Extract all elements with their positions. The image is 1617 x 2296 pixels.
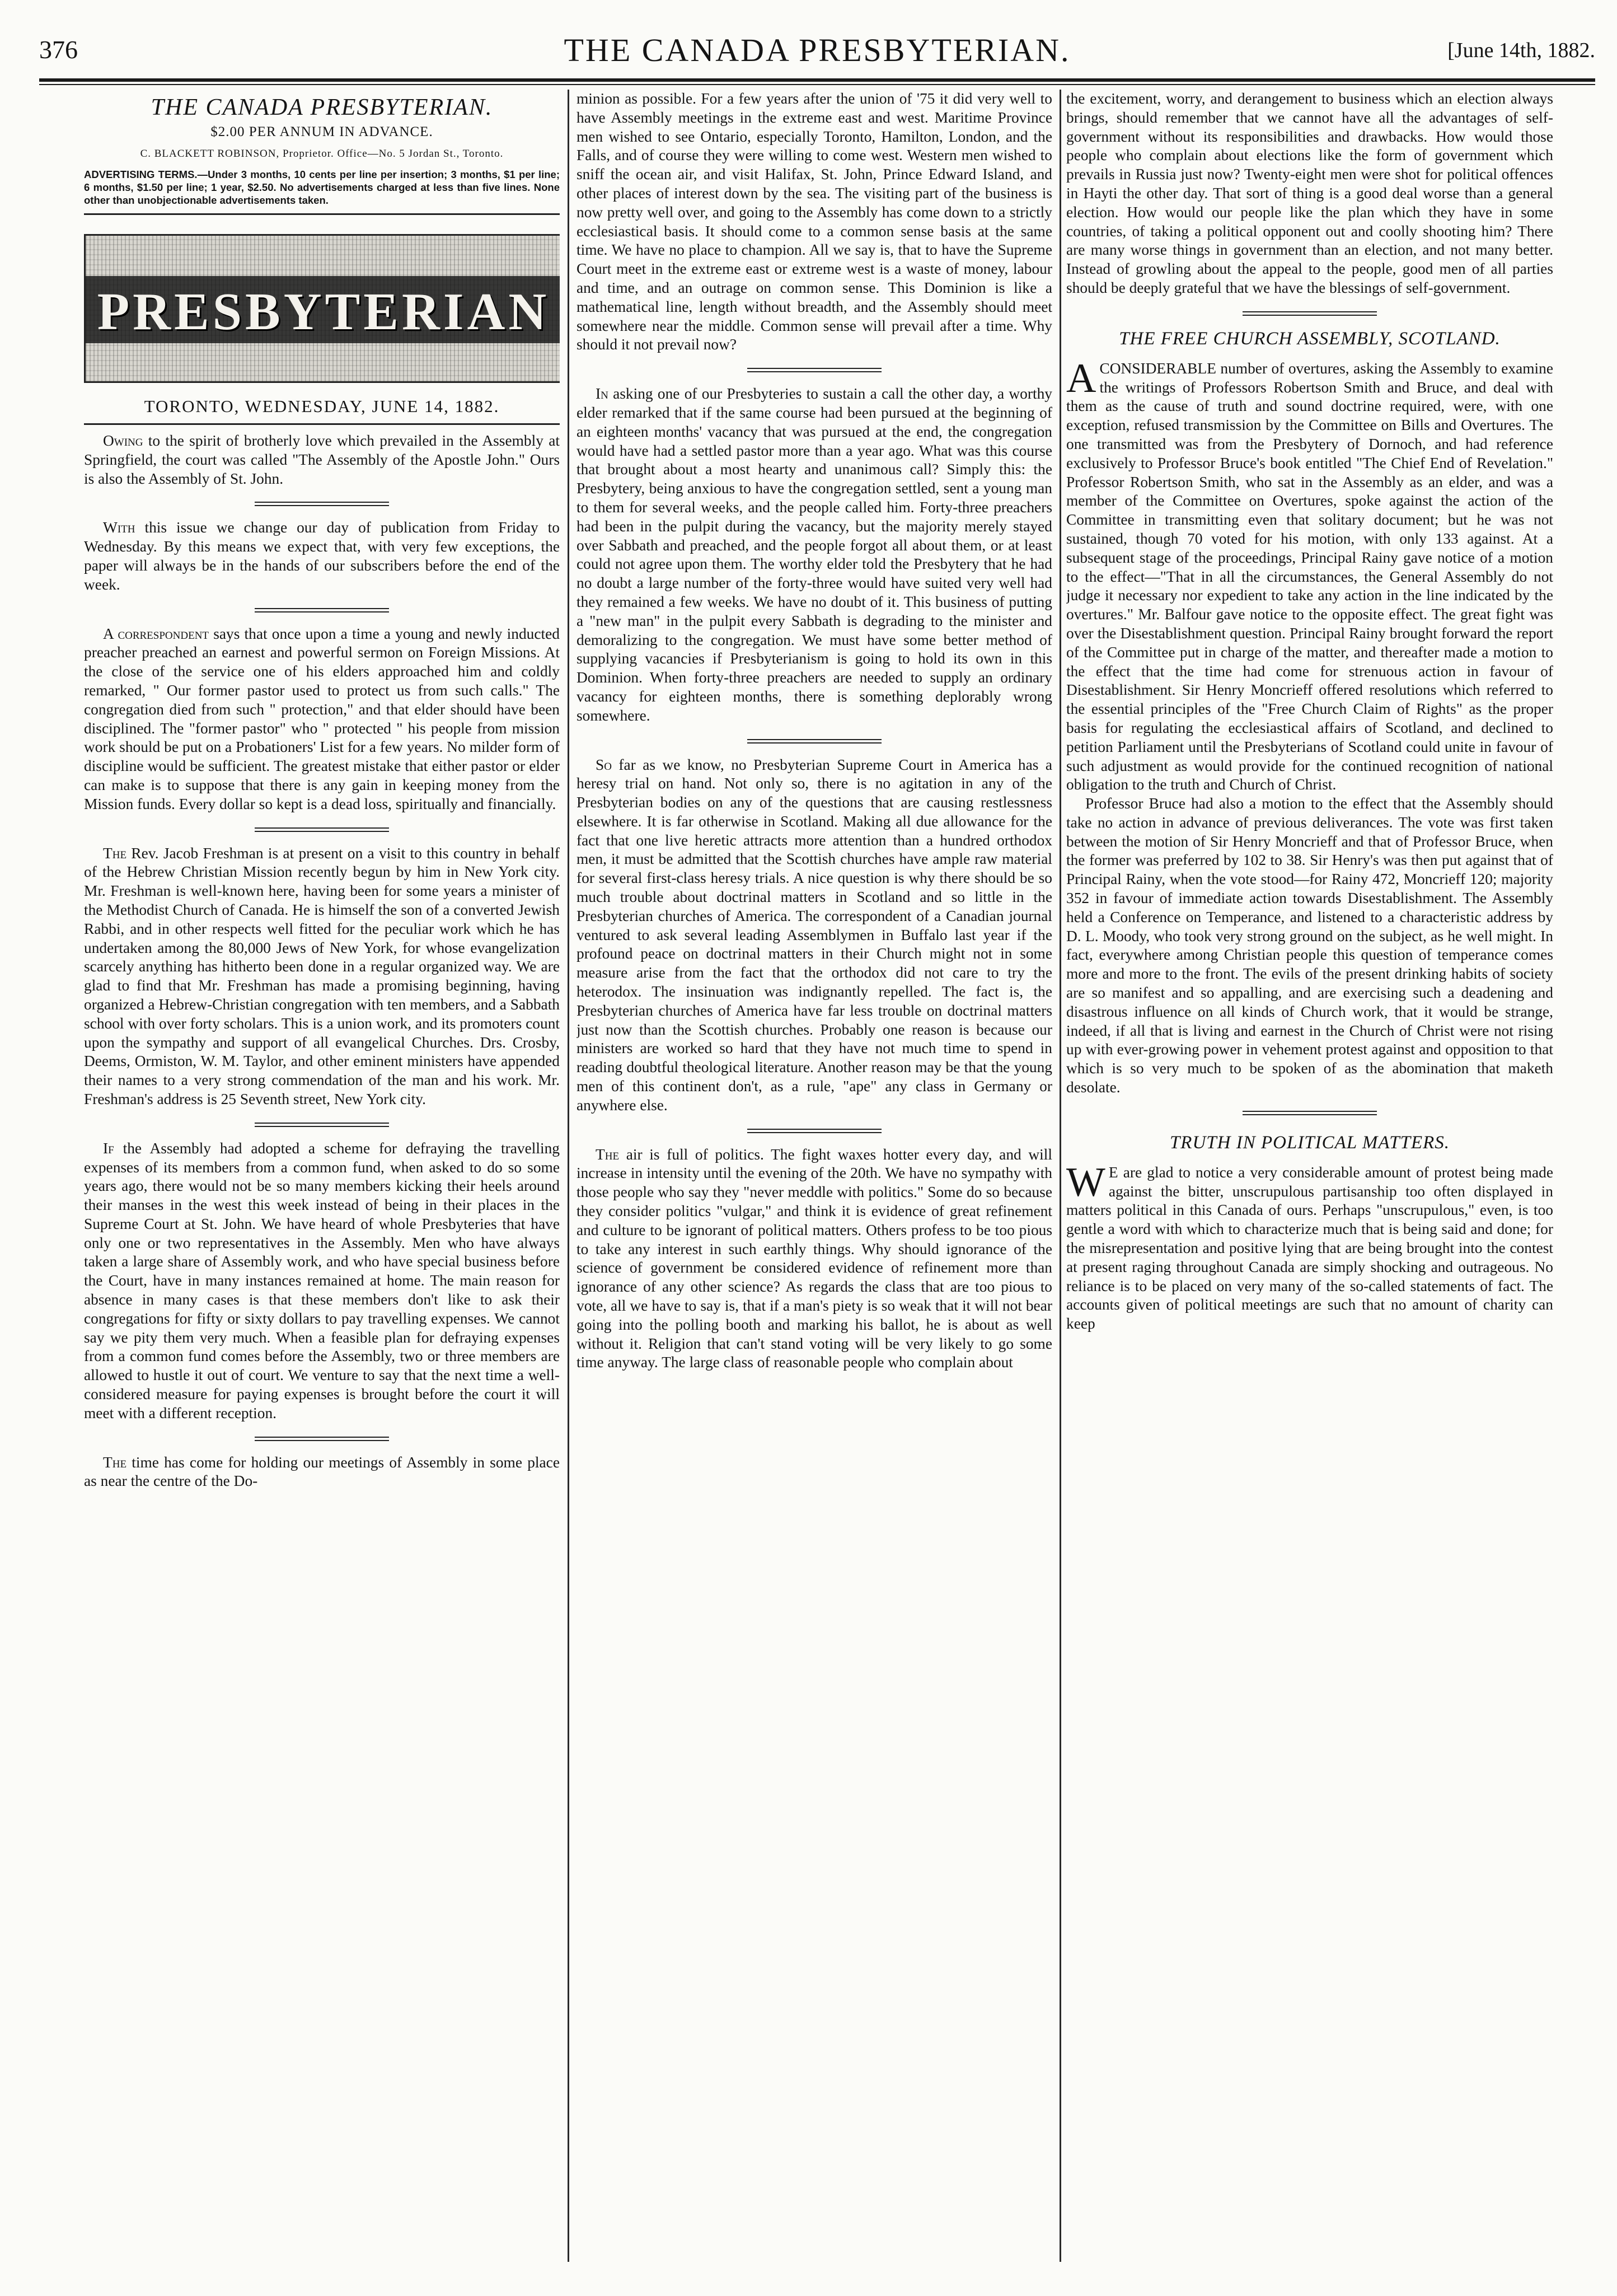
drop-cap: A xyxy=(1066,355,1096,401)
paragraph: A CONSIDERABLE number of overtures, asking the Assembly to examine the writings of Professors Robertson Smith and Bruce, and deal with them as the cause of truth and sound doctrine required, were, with one exception, refused transmission by the Committee on Bills and Overtures. The one transmitted was from the Presbytery of Dornoch, and had reference exclusively to Professor Bruce's book entitled "The Chief End of Revelation." Professor Robertson Smith, who sat in the Assembly as an elder, and was a member of the Committee on Overtures, spoke against the action of the Committee in transmitting even that solitary document; but he was not sustained, though 70 voted for his motion, with only 133 against. At a subsequent stage of the proceedings, Principal Rainy gave notice of a motion to the effect—"That in all the circumstances, the General Assembly do not judge it necessary nor expedient to take any action in the line indicated by the overtures." Mr. Balfour gave notice to the opposite effect. The great fight was over the Disestablishment question. Principal Rainy brought forward the report of the Committee put in charge of the matter, and thereafter made a motion to the effect that the time had come for strenuous action in favour of Disestablishment. Sir Henry Moncrieff offered resolutions which referred to the essential principles of the "Free Church Claim of Rights" as the proper basis for regulating the ecclesiastical affairs of Scotland, and declined to petition Parliament until the Presbyterians of Scotland could unite in favour of such adjustment as would provide for the continued recognition of national obligation to the truth and Church of Christ. xyxy=(1066,355,1553,793)
paragraph: minion as possible. For a few years after the union of '75 it did very well to have Assembly meetings in the extreme east and west. Maritime Province men wished to see Ontario, especially Toronto, Hamilton, London, and the Falls, and of course they were willing to come west. Western men wished to sniff the ocean air, and visit Halifax, St. John, Prince Edward Island, and other places of interest down by the sea. The visiting part of the business is now pretty well over, and going to the Assembly has come down to a strictly ecclesiastical basis. It should come to a common sense basis at the same time. We have no place to champion. All we say is, that to have the Supreme Court meet in the extreme east or extreme west is a waste of money, labour and time, and an outrage on common sense. This Dominion is like a mathematical line, length without breadth, and the Assembly should meet somewhere near the middle. Common sense will prevail after a time. Why should it not prevail now? xyxy=(577,90,1052,353)
paragraph-separator xyxy=(255,1123,389,1127)
paragraph: A correspondent says that once upon a time a young and newly inducted preacher preached an earnest and powerful sermon on Foreign Missions. At the close of the service one of his elders approached him and coldly remarked, " Our former pastor used to protect us from such calls." The congregation died from such " protection," and that elder should have been disciplined. The "former pastor" who " protected " his people from mission work should be put on a Probationers' List for a few years. No milder form of discipline would be sufficient. The greatest mistake that either pastor or elder can make is to suppose that there is any gain in keeping money from the Mission funds. Every dollar so kept is a dead loss, spiritually and financially. xyxy=(84,625,560,812)
divider xyxy=(84,423,560,425)
paragraph: Owing to the spirit of brotherly love which prevailed in the Assembly at Springfield, the court was called "The Assembly of the Apostle John." Ours is also the Assembly of St. John. xyxy=(84,432,560,487)
issue-date: [June 14th, 1882. xyxy=(1447,39,1595,62)
advertising-terms: ADVERTISING TERMS.—Under 3 months, 10 cents per line per insertion; 3 months, $1 per line; 6 months, $1.50 per line; 1 year, $2.50. No advertisements charged at less than five lines. None other than unobjectionable advertisements taken. xyxy=(84,169,560,206)
paragraph: Professor Bruce had also a motion to the effect that the Assembly should take no action in advance of previous deliverances. The vote was first taken between the motion of Sir Henry Moncrieff and that of Professor Bruce, when the former was preferred by 102 to 38. Sir Henry's was then put against that of Principal Rainy, when the vote stood—for Rainy 472, Moncrieff 120; majority 352 in favour of immediate action towards Disestablishment. The Assembly held a Conference on Temperance, and listened to a characteristic address by D. L. Moody, who took very strong ground on the subject, as he well might. In fact, everywhere among Christian people this question of temperance comes more and more to the front. The evils of the present drinking habits of society are so manifest and so appalling, and are exercising such a deadening and disastrous influence on all kinds of Church work, that it would be strange, indeed, if all that is living and earnest in the Church of Christ were not rising up with ever-growing power in vehement protest against and opposition to that which is so very much to be spoken of as the abomination that maketh desolate. xyxy=(1066,795,1553,1096)
paragraph: So far as we know, no Presbyterian Supreme Court in America has a heresy trial on hand. Not only so, there is no agitation in any of the Presbyterian bodies on any of the questions that are causing restlessness elsewhere. It is far otherwise in Scotland. Making all due allowance for the fact that one live heretic attracts more attention than a hundred orthodox men, it must be admitted that the Scottish churches have ample raw material for several first-class heresy trials. A nice question is why there should be so much trouble about doctrinal matters in Scotland and so little in the Presbyterian churches of America. The correspondent of a Canadian journal ventured to ask several leading Assemblymen in Buffalo last year if the profound peace on doctrinal matters in their Church might not in some measure arise from the fact that the orthodox did not care to try the heterodox. The insinuation was indignantly repelled. The fact is, the Presbyterian churches of America have far less trouble on doctrinal matters just now than the Scottish churches. Probably one reason is because our ministers are worked so hard that they have not much time to spend in reading doubtful theological literature. Another reason may be that the young men of this continent don't, as a rule, "ape" any class in Germany or anywhere else. xyxy=(577,756,1052,1114)
paragraph-separator xyxy=(1243,311,1377,316)
masthead xyxy=(39,28,1595,78)
column-left xyxy=(84,90,560,2273)
logo-word: PRESBYTERIAN xyxy=(97,283,550,341)
paper-name: THE CANADA PRESBYTERIAN. xyxy=(564,32,1071,68)
column-right xyxy=(1066,90,1553,2273)
paragraph-separator xyxy=(255,502,389,506)
paragraph: In asking one of our Presbyteries to sustain a call the other day, a worthy elder remarked that if the same course had been pursued at the beginning of an eighteen months' vacancy that was pursued at the end, the congregation would have had a settled pastor more than a year ago. What was this course that brought about a most hearty and unanimous call? Simply this: the Presbytery, being anxious to have the congregation settled, sent a young man to them for several weeks, and the people called him. Forty-three preachers had been in the pulpit during the vacancy, but the majority merely stayed over Sabbath and preached, and the people forgot all about them, or at least could not agree upon them. The worthy elder told the Presbytery that he had no doubt a large number of the forty-three would have suited very well had they remained a few weeks. We have no doubt of it. This business of putting a "new man" in the pulpit every Sabbath is degrading to the minister and demoralizing to the congregation. We must have some better method of supplying vacancies if Presbyterianism is going to hold its own in this Dominion. When forty-three preachers are needed to supply an ordinary vacancy for eighteen months, there is something deplorably wrong somewhere. xyxy=(577,385,1052,724)
subscription-rate: $2.00 PER ANNUM IN ADVANCE. xyxy=(210,124,433,139)
drop-cap: W xyxy=(1066,1159,1105,1205)
paragraph-separator xyxy=(747,368,882,372)
paragraph-separator xyxy=(747,1129,882,1133)
page-number: 376 xyxy=(39,35,78,64)
paragraph: If the Assembly had adopted a scheme for defraying the travelling expenses of its members from a common fund, when asked to do so some years ago, there would not be so many members kicking their heels around their manses in the west this week instead of being in their places in the Supreme Court at St. John. We have heard of whole Presbyteries that have only one or two representatives in the Assembly. Men who have always taken a large share of Assembly work, and who have special business before the Court, have in many instances remained at home. The main reason for absence in many cases is that these members don't like to ask their congregations for fifty or sixty dollars to pay travelling expenses. We cannot say we pity them very much. When a feasible plan for defraying expenses from a common fund comes before the Assembly, two or three members are allowed to hustle it out of court. We venture to say that the next time a well-considered measure for paying expenses is brought before the court it will meet with a different reception. xyxy=(84,1139,560,1421)
column-rule xyxy=(568,90,569,2262)
column-rule xyxy=(1060,90,1061,2262)
column-middle xyxy=(577,90,1052,2273)
paragraph: With this issue we change our day of publication from Friday to Wednesday. By this means we expect that, with very few exceptions, the paper will always be in the hands of our subscribers before the end of the week. xyxy=(84,519,560,593)
paragraph: The time has come for holding our meetings of Assembly in some place as near the centre of the Do- xyxy=(84,1453,560,1490)
paragraph: the excitement, worry, and derangement to business which an election always brings, should remember that we cannot have all the advantages of self-government without its responsibilities and drawbacks. How would those people who complain about elections like the form of government which prevails in Russia just now? Twenty-eight men were shot for political offences in Hayti the other day. That sort of thing is a good deal worse than a general election. How would our people like the plan which they have in some countries, of taking a political opponent out and coolly shooting him? There are many worse things in government than an election, and not many better. Instead of growling about the appeal to the people, good men of all parties should be deeply grateful that we have the blessings of self-government. xyxy=(1066,90,1553,296)
article-heading-truth: TRUTH IN POLITICAL MATTERS. xyxy=(1169,1132,1450,1153)
paragraph-separator xyxy=(255,827,389,832)
paragraph-separator xyxy=(1243,1111,1377,1115)
proprietor-line: C. BLACKETT ROBINSON, Proprietor. Office—No. 5 Jordan St., Toronto. xyxy=(140,148,504,160)
paragraph: The air is full of politics. The fight waxes hotter every day, and will increase in intensity until the evening of the 20th. We have no sympathy with those people who say they "never meddle with politics." Some do so because they consider politics "vulgar," and think it is evidence of great refinement and culture to be ignorant of political matters. Others profess to be too pious to take any interest in such earthly things. Why should ignorance of the science of government be considered evidence of refinement more than ignorance of any other science? As regards the class that are too pious to vote, all we have to say is, that if a man's piety is so weak that it will not bear going into the polling booth and marking his ballot, he is about as well without it. Religion that can't stand voting will be very likely to go some time anyway. The large class of reasonable people who complain about xyxy=(577,1145,1052,1371)
masthead-rule-thin xyxy=(39,84,1595,85)
dateline: TORONTO, WEDNESDAY, JUNE 14, 1882. xyxy=(144,396,500,416)
presbyterian-logo xyxy=(84,234,560,383)
paragraph-separator xyxy=(255,608,389,612)
paragraph-separator xyxy=(747,739,882,743)
journal-title: THE CANADA PRESBYTERIAN. xyxy=(151,95,493,120)
paragraph: W E are glad to notice a very considerable amount of protest being made against the bitter, unscrupulous partisanship too often displayed in matters political in this Canada of ours. Perhaps "unscrupulous," even, is too gentle a word with which to characterize much that is being said and done; for the misrepresentation and positive lying that are being brought into the contest at present raging throughout Canada are simply shocking and outrageous. No reliance is to be placed on very many of the so-called statements of fact. The accounts given of political meetings are such that no amount of charity can keep xyxy=(1066,1159,1553,1332)
divider xyxy=(84,213,560,215)
paragraph-separator xyxy=(255,1437,389,1441)
article-heading-free-church: THE FREE CHURCH ASSEMBLY, SCOTLAND. xyxy=(1119,328,1501,349)
paragraph: The Rev. Jacob Freshman is at present on a visit to this country in behalf of the Hebrew Christian Mission recently begun by him in New York city. Mr. Freshman is well-known here, having been for some years a minister of the Methodist Church of Canada. He is himself the son of a converted Jewish Rabbi, and in other respects well fitted for the peculiar work which he has undertaken among the 80,000 Jews of New York, for whose evangelization scarcely anything has hitherto been done in a regular organized way. We are glad to find that Mr. Freshman has made a promising beginning, having organized a Hebrew-Christian congregation with ten members, and a Sabbath school with over forty scholars. This is a union work, and its promoters count upon the sympathy and support of all evangelical Churches. Drs. Crosby, Deems, Ormiston, W. M. Taylor, and other eminent ministers have appended their names to a very strong commendation of the man and his work. Mr. Freshman's address is 25 Seventh street, New York city. xyxy=(84,844,560,1107)
masthead-rule xyxy=(39,78,1595,82)
